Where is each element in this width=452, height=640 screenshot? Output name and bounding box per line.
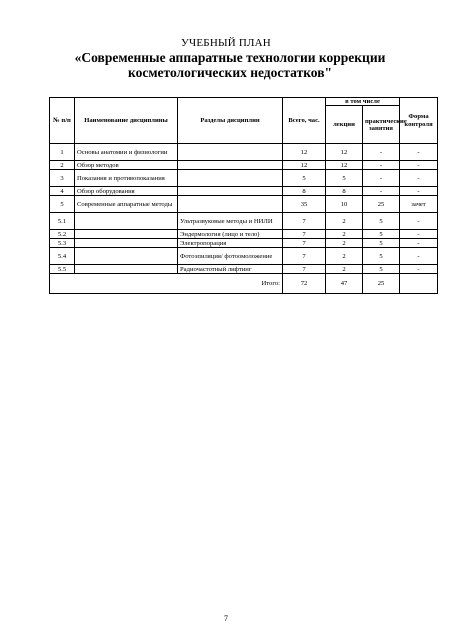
total-label: Итого: <box>50 274 283 294</box>
cell-lectures: 2 <box>326 213 363 230</box>
cell-num: 1 <box>50 144 75 161</box>
cell-control: - <box>400 248 438 265</box>
curriculum-table <box>49 97 438 294</box>
cell-lectures: 12 <box>326 144 363 161</box>
cell-lectures: 10 <box>326 196 363 213</box>
header-row <box>50 98 438 106</box>
cell-practical: - <box>363 144 400 161</box>
cell-discipline: Основы анатомии и физиологии <box>75 144 178 161</box>
cell-discipline <box>75 265 178 274</box>
cell-control: зачет <box>400 196 438 213</box>
cell-total: 7 <box>283 213 326 230</box>
table-body <box>50 144 438 294</box>
cell-total: 7 <box>283 248 326 265</box>
cell-total: 12 <box>283 161 326 170</box>
col-header-including: в том числе <box>326 98 400 106</box>
cell-num: 5.4 <box>50 248 75 265</box>
cell-section: Эндермология (лицо и тело) <box>178 230 283 239</box>
total-lectures: 47 <box>326 274 363 294</box>
cell-section: Электропорация <box>178 239 283 248</box>
plan-label: УЧЕБНЫЙ ПЛАН <box>181 37 271 49</box>
cell-control: - <box>400 239 438 248</box>
cell-practical: - <box>363 187 400 196</box>
cell-lectures: 2 <box>326 239 363 248</box>
cell-num: 5.2 <box>50 230 75 239</box>
cell-total: 7 <box>283 239 326 248</box>
col-header-lectures: лекции <box>326 106 363 144</box>
cell-lectures: 12 <box>326 161 363 170</box>
total-practical: 25 <box>363 274 400 294</box>
cell-section <box>178 196 283 213</box>
cell-num: 4 <box>50 187 75 196</box>
cell-total: 7 <box>283 265 326 274</box>
cell-section: Ультразвуковые методы и НИЛИ <box>178 213 283 230</box>
cell-discipline: Обзор оборудования <box>75 187 178 196</box>
cell-section <box>178 144 283 161</box>
total-row <box>50 274 438 294</box>
cell-control: - <box>400 144 438 161</box>
cell-discipline: Показания и противопоказания <box>75 170 178 187</box>
cell-section: Радиочастотный лифтинг <box>178 265 283 274</box>
cell-num: 3 <box>50 170 75 187</box>
cell-control: - <box>400 213 438 230</box>
cell-discipline <box>75 248 178 265</box>
table-row <box>50 170 438 187</box>
table-row <box>50 161 438 170</box>
cell-control: - <box>400 187 438 196</box>
cell-practical: 25 <box>363 196 400 213</box>
cell-practical: - <box>363 161 400 170</box>
cell-discipline: Обзор методов <box>75 161 178 170</box>
cell-discipline <box>75 213 178 230</box>
cell-lectures: 2 <box>326 265 363 274</box>
table-row <box>50 239 438 248</box>
cell-discipline: Современные аппаратные методы <box>75 196 178 213</box>
cell-num: 2 <box>50 161 75 170</box>
col-header-control: Форма контроля <box>400 98 438 144</box>
table-row <box>50 144 438 161</box>
cell-total: 12 <box>283 144 326 161</box>
cell-discipline <box>75 239 178 248</box>
cell-lectures: 2 <box>326 230 363 239</box>
table-row <box>50 265 438 274</box>
cell-total: 7 <box>283 230 326 239</box>
table-row <box>50 187 438 196</box>
cell-practical: 5 <box>363 239 400 248</box>
table-row <box>50 230 438 239</box>
cell-control: - <box>400 230 438 239</box>
table-row <box>50 213 438 230</box>
cell-num: 5 <box>50 196 75 213</box>
cell-practical: - <box>363 170 400 187</box>
page-number: 7 <box>224 614 228 623</box>
cell-discipline <box>75 230 178 239</box>
cell-num: 5.1 <box>50 213 75 230</box>
col-header-total: Всего, час. <box>283 98 326 144</box>
cell-control: - <box>400 161 438 170</box>
col-header-discipline: Наименование дисциплины <box>75 98 178 144</box>
cell-num: 5.5 <box>50 265 75 274</box>
cell-section <box>178 187 283 196</box>
course-title: «Современные аппаратные технологии коррекции косметологических недостатков" <box>74 50 386 80</box>
cell-control: - <box>400 265 438 274</box>
cell-lectures: 8 <box>326 187 363 196</box>
table-row <box>50 196 438 213</box>
col-header-num: № п/п <box>50 98 75 144</box>
cell-control: - <box>400 170 438 187</box>
table-row <box>50 248 438 265</box>
col-header-practical: практические занятия <box>363 106 400 144</box>
total-hours: 72 <box>283 274 326 294</box>
cell-practical: 5 <box>363 265 400 274</box>
cell-lectures: 5 <box>326 170 363 187</box>
cell-practical: 5 <box>363 230 400 239</box>
cell-section <box>178 161 283 170</box>
cell-total: 5 <box>283 170 326 187</box>
cell-num: 5.3 <box>50 239 75 248</box>
cell-practical: 5 <box>363 248 400 265</box>
total-control <box>400 274 438 294</box>
cell-section <box>178 170 283 187</box>
col-header-sections: Разделы дисциплин <box>178 98 283 144</box>
cell-total: 8 <box>283 187 326 196</box>
cell-practical: 5 <box>363 213 400 230</box>
cell-lectures: 2 <box>326 248 363 265</box>
cell-total: 35 <box>283 196 326 213</box>
cell-section: Фотоэпиляция/ фотоомоложение <box>178 248 283 265</box>
